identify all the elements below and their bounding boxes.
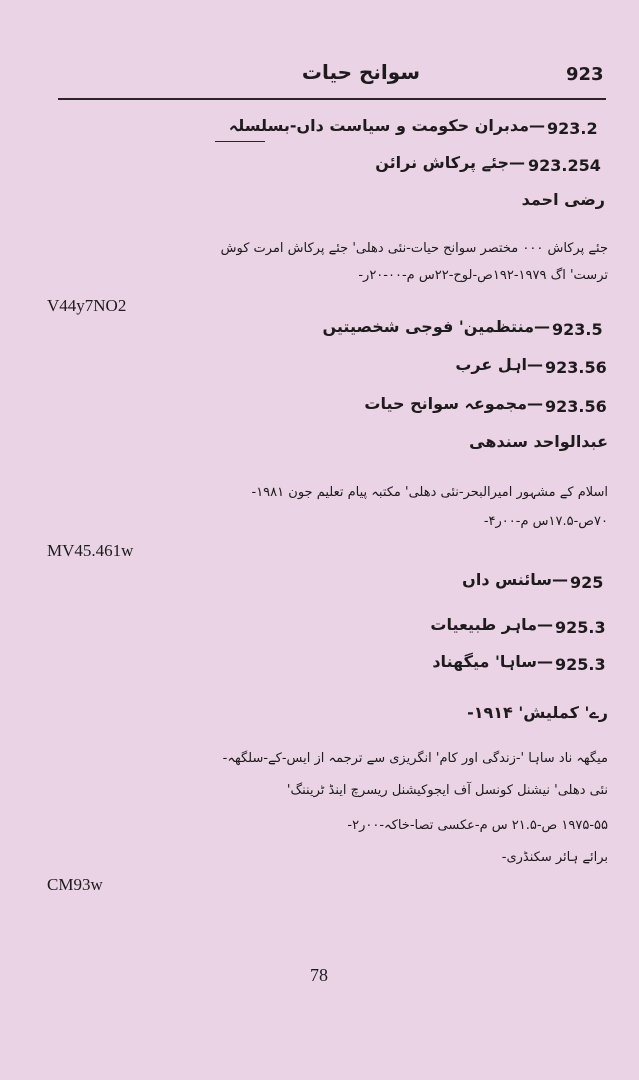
class-heading: —ساہا' میگھناد bbox=[432, 652, 553, 671]
class-number: 925.3 bbox=[555, 618, 606, 637]
page-class-number: 923 bbox=[566, 64, 604, 85]
entry-description-line: نئی دھلی' نیشنل کونسل آف ایجوکیشنل ریسرچ اینڈ ٹریننگ' bbox=[286, 783, 608, 798]
class-heading: —مجموعہ سوانح حیات bbox=[364, 394, 543, 413]
author-heading: رضی احمد bbox=[521, 190, 605, 209]
class-heading: —ماہر طبیعیات bbox=[430, 615, 553, 634]
class-number: 923.5 bbox=[552, 320, 603, 339]
entry-description-line: میگھہ ناد ساہا '-زندگی اور کام' انگریزی سے ترجمہ از ایس-کے-سلگھہ- bbox=[222, 751, 608, 766]
header-divider bbox=[58, 98, 606, 100]
class-heading: —مدبران حکومت و سیاست داں-بسلسلہ bbox=[228, 116, 545, 135]
class-heading: —جئے پرکاش نرائن bbox=[375, 153, 525, 172]
author-heading: عبدالواحد سندھی bbox=[469, 432, 608, 451]
class-heading: —اہل عرب bbox=[455, 355, 543, 374]
class-number: 923.2 bbox=[547, 119, 598, 138]
entry-description-line: ۷۰ص-۱۷.۵س م-۰۰ر۴- bbox=[483, 514, 608, 529]
class-number: 925.3 bbox=[555, 655, 606, 674]
class-heading: —سائنس داں bbox=[462, 570, 568, 589]
class-heading: —منتظمین' فوجی شخصیتیں bbox=[322, 317, 550, 336]
class-number: 923.56 bbox=[545, 397, 607, 416]
entry-description-line: جئے پرکاش ۰۰۰ مختصر سوانح حیات-نئی دھلی' جئے پرکاش امرت کوش bbox=[220, 241, 608, 256]
entry-description-line: ۱۹۷۵-۵۵ ص-۲۱.۵ س م-عکسی تصا-خاکہ-۰۰ر۲- bbox=[347, 818, 608, 833]
entry-description-line: ترست' اگ ۱۹۷۹-۱۹۲ص-لوح-۲۲س م-۰۰-۲۰ر- bbox=[358, 268, 608, 283]
heading-underline bbox=[215, 141, 265, 142]
class-number: 923.56 bbox=[545, 358, 607, 377]
call-number: MV45.461w bbox=[47, 541, 134, 560]
class-number: 923.254 bbox=[528, 156, 601, 175]
entry-description-line: برائے ہائر سکنڈری- bbox=[501, 850, 608, 865]
call-number: V44y7NO2 bbox=[47, 296, 127, 315]
author-heading: رے' کملیش' ۱۹۱۴- bbox=[467, 703, 608, 722]
page-number: 78 bbox=[310, 965, 328, 985]
page-title: سوانح حیات bbox=[301, 60, 420, 84]
class-number: 925 bbox=[570, 573, 604, 592]
call-number: CM93w bbox=[47, 875, 103, 894]
entry-description-line: اسلام کے مشہور امیرالبحر-نئی دھلی' مکتبہ پیام تعلیم جون ۱۹۸۱- bbox=[251, 485, 608, 500]
